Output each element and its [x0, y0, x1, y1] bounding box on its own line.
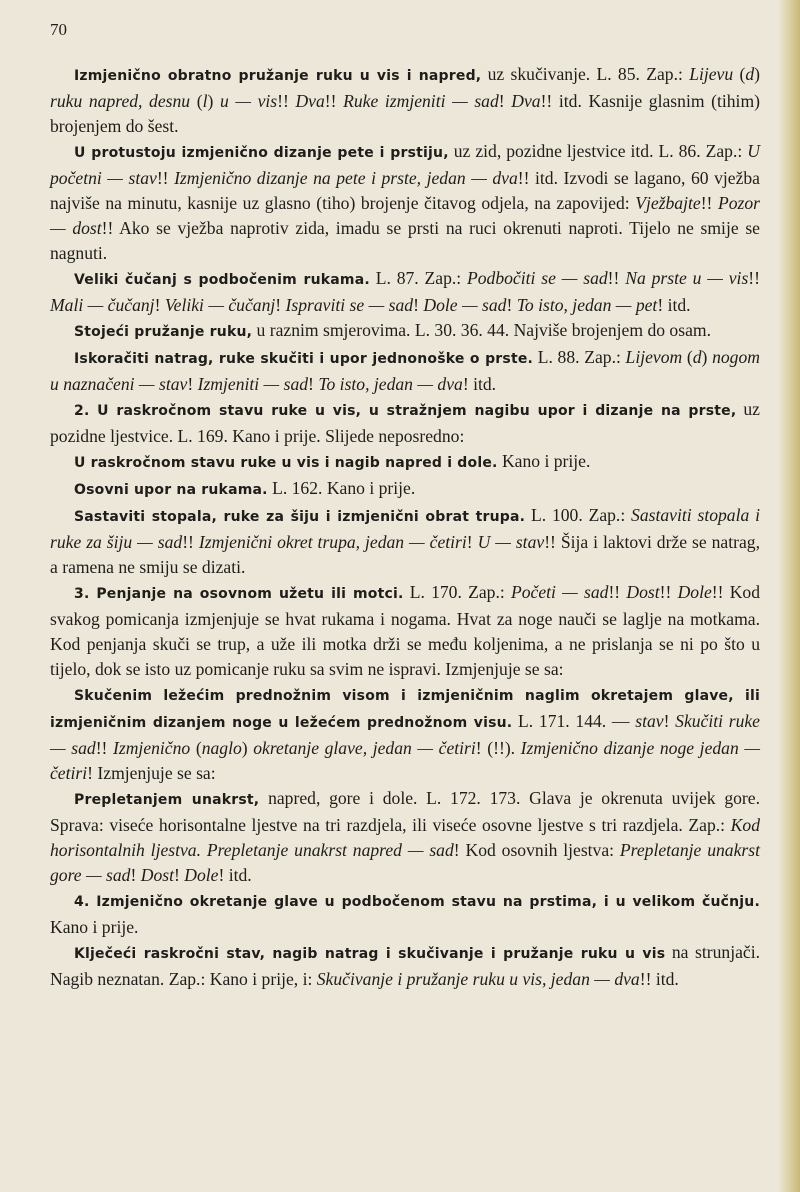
body-span: !! Ako se vježba naprotiv zida, imadu se prsti na ruci okrenuti naproti. Tijelo ne smije se nagnuti.	[50, 218, 760, 263]
body-span: Kano i prije.	[497, 451, 591, 471]
body-span: L. 162. Kano i prije.	[267, 478, 416, 498]
italic-text: Skučivanje i pružanje ruku u vis, jedan — dva	[316, 969, 640, 989]
italic-text: u — vis	[219, 91, 278, 111]
paragraph	[50, 476, 760, 503]
italic-text: Pozor — dost	[50, 193, 760, 238]
body-span: L. 170. Zap.:	[403, 582, 511, 602]
body-span: !!	[324, 91, 344, 111]
body-span: !! Šija i laktovi drže se natrag, a ramena ne smiju se dizati.	[50, 532, 760, 577]
italic-text: Podbočiti se — sad	[467, 268, 608, 288]
paragraph	[50, 503, 760, 580]
italic-text: Ispraviti se — sad	[285, 295, 414, 315]
body-span: )	[241, 738, 254, 758]
body-span: (	[190, 738, 202, 758]
italic-text: Prepletanje unakrst gore — sad	[50, 840, 760, 885]
heading-text: Iskoračiti natrag, ruke skučiti i upor jednonoške o prste.	[74, 351, 534, 367]
body-span: ! itd.	[657, 295, 691, 315]
italic-text: d	[745, 64, 755, 84]
body-span: !	[187, 374, 198, 394]
body-span: !!	[608, 582, 627, 602]
heading-text: U protustoju izmjenično dizanje pete i prstiju,	[74, 145, 449, 161]
body-span: ! itd.	[218, 865, 252, 885]
body-span: L. 87. Zap.:	[369, 268, 467, 288]
italic-text: stav	[635, 711, 664, 731]
body-span: napred, gore i dole. L. 172. 173. Glava je okrenuta uvijek gore. Sprava: viseće horisontalne ljestve na tri razdjela, ili viseće osovne ljestve s tri razdjela. Zap.:	[50, 788, 760, 835]
body-span: !	[154, 295, 165, 315]
heading-text: 3. Penjanje na osovnom užetu ili motci.	[74, 586, 404, 602]
body-span: ! Kod osovnih ljestva:	[453, 840, 620, 860]
body-span: u raznim smjerovima. L. 30. 36. 44. Najviše brojenjem do osam.	[252, 320, 711, 340]
italic-text: Vježbajte	[635, 193, 701, 213]
heading-text: 4. Izmjenično okretanje glave u podbočenom stavu na prstima, i u velikom čučnju.	[74, 894, 760, 910]
italic-text: Skučiti ruke — sad	[50, 711, 760, 758]
body-span: !	[308, 374, 319, 394]
body-span: !!	[748, 268, 761, 288]
heading-text: Skučenim ležećim prednožnim visom i izmjeničnim naglim okretajem glave, ili izmjeničnim dizanjem noge u ležećem prednožnom visu.	[50, 688, 760, 731]
italic-text: Dost	[140, 865, 174, 885]
paragraph	[50, 345, 760, 397]
body-span: !	[275, 295, 286, 315]
body-span: )	[754, 64, 760, 84]
page-number: 70	[50, 20, 67, 39]
italic-text: Početi — sad	[510, 582, 609, 602]
body-span: !! itd. Izvodi se lagano, 60 vježba najviše na minutu, kasnije uz glasno (tiho) brojenje čitavog odjela, na zapovijed:	[50, 168, 760, 213]
heading-text: Prepletanjem unakrst,	[74, 792, 260, 808]
body-span: (	[733, 64, 746, 84]
body-span: !	[130, 865, 141, 885]
paragraph	[50, 888, 760, 940]
body-span: !! itd. Kasnije glasnim (tihim) brojenjem do šest.	[50, 91, 760, 136]
italic-text: Izmjenični okret trupa, jedan — četiri	[198, 532, 467, 552]
body-span: !	[506, 295, 517, 315]
italic-text: Dole	[184, 865, 219, 885]
paragraph	[50, 139, 760, 266]
body-text	[50, 62, 760, 992]
italic-text: Izmjeniti — sad	[197, 374, 309, 394]
body-span: uz zid, pozidne ljestvice itd. L. 86. Zap.:	[448, 141, 748, 161]
body-span: !	[466, 532, 478, 552]
body-span: !	[413, 295, 424, 315]
paragraph	[50, 62, 760, 139]
italic-text: Dva	[511, 91, 541, 111]
body-span: na strunjači. Nagib neznatan. Zap.: Kano i prije, i:	[50, 942, 761, 989]
italic-text: Dva	[295, 91, 325, 111]
body-span: !! itd.	[639, 969, 679, 989]
body-span: !!	[607, 268, 626, 288]
italic-text: U početni — stav	[50, 141, 760, 188]
heading-text: U raskročnom stavu ruke u vis i nagib napred i dole.	[74, 455, 498, 471]
body-span: uz skučivanje. L. 85. Zap.:	[481, 64, 690, 84]
italic-text: Sastaviti stopala i ruke za šiju — sad	[50, 505, 760, 552]
body-span: !!	[182, 532, 199, 552]
paragraph	[50, 397, 760, 449]
paragraph	[50, 318, 760, 345]
italic-text: Izmjenično dizanje noge jedan — četiri	[50, 738, 761, 783]
italic-text: nogom u naznačeni — stav	[50, 347, 760, 394]
heading-text: Veliki čučanj s podbočenim rukama.	[74, 272, 370, 288]
paragraph	[50, 682, 760, 786]
heading-text: 2. U raskročnom stavu ruke u vis, u stražnjem nagibu upor i dizanje na prste,	[74, 403, 737, 419]
body-span: !! Kod svakog pomicanja izmjenjuje se hvat rukama i nogama. Hvat za noge nauči se laglje na motkama. Kod penjanja skuči se trup, a uže ili motka drži se među koljenima, a ne prislanja se ni po što u tijelo, dok se isto uz pomicanje ruku sa svim ne ispravi. Izmjenjuje se sa:	[50, 582, 760, 679]
body-span: !!	[659, 582, 678, 602]
body-span: L. 171. 144. —	[512, 711, 636, 731]
italic-text: To isto, jedan — pet	[516, 295, 658, 315]
body-span: !!	[95, 738, 114, 758]
paragraph	[50, 580, 760, 682]
italic-text: Kod horisontalnih ljestva. Prepletanje unakrst napred — sad	[50, 815, 760, 860]
body-span: ! itd.	[462, 374, 497, 394]
italic-text: Dost	[626, 582, 660, 602]
italic-text: ruku napred, desnu	[50, 91, 191, 111]
body-span: L. 88. Zap.:	[533, 347, 626, 367]
body-span: L. 100. Zap.:	[525, 505, 632, 525]
body-span: (	[682, 347, 693, 367]
italic-text: l	[202, 91, 208, 111]
italic-text: naglo	[201, 738, 242, 758]
paragraph	[50, 449, 760, 476]
heading-text: Osovni upor na rukama.	[74, 482, 268, 498]
italic-text: Lijevom	[625, 347, 683, 367]
heading-text: Izmjenično obratno pružanje ruku u vis i napred,	[74, 68, 482, 84]
italic-text: Lijevu	[689, 64, 734, 84]
italic-text: Izmjenično dizanje na pete i prste, jedan — dva	[174, 168, 518, 188]
body-span: !	[498, 91, 512, 111]
body-span: )	[701, 347, 713, 367]
italic-text: Dole — sad	[423, 295, 507, 315]
heading-text: Sastaviti stopala, ruke za šiju i izmjenični obrat trupa.	[74, 509, 526, 525]
italic-text: Veliki — čučanj	[164, 295, 276, 315]
paragraph	[50, 940, 760, 992]
body-span: ! Izmjenjuje se sa:	[87, 763, 216, 783]
paragraph	[50, 786, 760, 888]
italic-text: U — stav	[477, 532, 545, 552]
italic-text: Na prste u — vis	[625, 268, 749, 288]
page-edge	[778, 0, 800, 1192]
italic-text: Mali — čučanj	[50, 295, 155, 315]
body-span: !!	[277, 91, 296, 111]
body-span: Kano i prije.	[50, 917, 139, 937]
italic-text: d	[692, 347, 702, 367]
heading-text: Stojeći pružanje ruku,	[74, 324, 253, 340]
italic-text: Dole	[677, 582, 712, 602]
italic-text: Ruke izmjeniti — sad	[343, 91, 499, 111]
italic-text: okretanje glave, jedan — četiri	[253, 738, 476, 758]
body-span: uz pozidne ljestvice. L. 169. Kano i prije. Slijede neposredno:	[50, 399, 760, 446]
body-span: )	[207, 91, 220, 111]
body-span: !	[663, 711, 676, 731]
italic-text: Izmjenično	[113, 738, 191, 758]
body-span: !	[174, 865, 185, 885]
paragraph	[50, 266, 760, 318]
heading-text: Klječeći raskročni stav, nagib natrag i skučivanje i pružanje ruku u vis	[74, 946, 666, 962]
body-span: ! (!!).	[475, 738, 521, 758]
italic-text: To isto, jedan — dva	[318, 374, 463, 394]
body-span: !!	[156, 168, 175, 188]
body-span: (	[190, 91, 203, 111]
body-span: !!	[700, 193, 718, 213]
